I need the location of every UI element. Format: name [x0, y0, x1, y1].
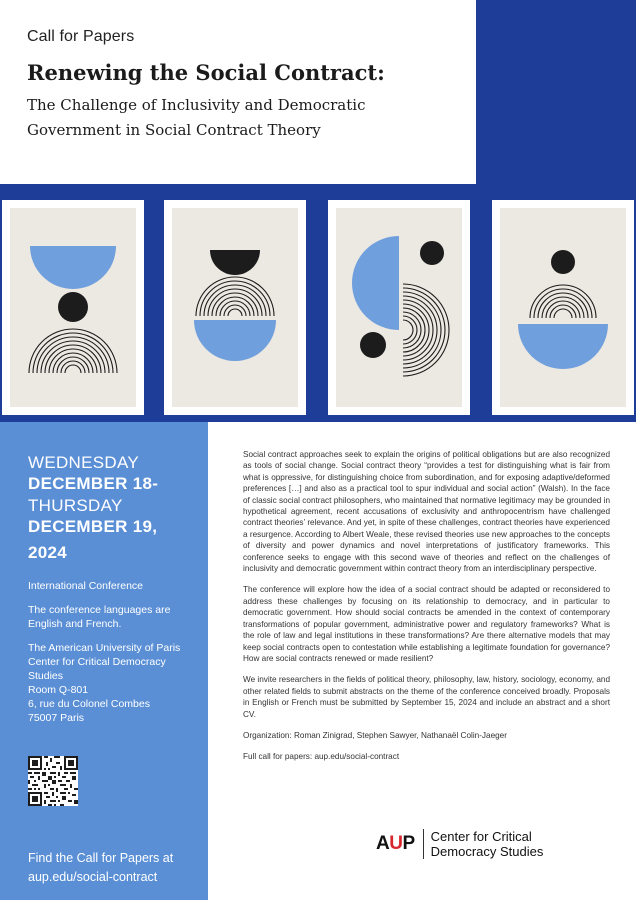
- find-url-link[interactable]: aup.edu/social-contract: [28, 870, 158, 884]
- logo-text-line: Center for Critical: [430, 829, 532, 844]
- art-frame-3: [328, 200, 470, 415]
- venue-line: Studies: [28, 670, 64, 682]
- logo-text-line: Democracy Studies: [430, 844, 544, 859]
- venue-line: The American University of Paris: [28, 642, 181, 654]
- subtitle-line: The Challenge of Inclusivity and Democratic: [27, 96, 366, 114]
- organization-line: Organization: Roman Zinigrad, Stephen Sawyer, Nathanaël Colin-Jaeger: [243, 730, 507, 740]
- venue-line: Center for Critical Democracy: [28, 656, 166, 668]
- logo-text: [431, 829, 544, 859]
- abstract-art-4: [500, 208, 626, 407]
- venue-line: 6, rue du Colonel Combes: [28, 698, 150, 710]
- qr-code[interactable]: [28, 756, 78, 806]
- main-body: [243, 449, 610, 773]
- find-line: Find the Call for Papers at: [28, 851, 174, 865]
- logo-letter: U: [389, 833, 403, 854]
- languages-line: The conference languages are: [28, 604, 171, 616]
- qr-code-icon: [28, 756, 78, 806]
- abstract-art-3: [336, 208, 462, 407]
- languages-line: English and French.: [28, 618, 122, 630]
- body-paragraph-2: The conference will explore how the idea of a social contract should be adapted or reconsidered to address these challenges by focusing on its relationship to democracy, and in particular to democratic government. How should social contracts be amended in the context of contemporary transformations of popular government, administrative power and regulatory frameworks? What is the role of law and legal institutions in these transformations? Are there alternative models that may keep social contracts open to contestation while establishing a legitimate foundation for governance? How are social contracts renewed or made resilient?: [243, 585, 610, 663]
- languages-note: [28, 603, 208, 631]
- date-end: DECEMBER 19,: [28, 517, 158, 536]
- logo-letter: P: [402, 833, 415, 854]
- logo-letter: A: [376, 833, 390, 854]
- abstract-art-2: [172, 208, 298, 407]
- date-day-start: WEDNESDAY: [28, 453, 140, 472]
- art-frame-2: [164, 200, 306, 415]
- eyebrow-text: Call for Papers: [27, 28, 135, 45]
- date-day-end: THURSDAY: [28, 496, 123, 515]
- aup-mark: [376, 833, 415, 855]
- body-paragraph-1: Social contract approaches seek to explain the origins of political obligations but are also recognized as tools of social change. Social contract theory “provides a test for distinguishing what is fair from what is oppressive, for distinguishing choice from subordination, and for exposing adaptive/deformed preferences […] and also as a practical tool to spur individual and social action” (Walsh). In the face of classic social contract philosophers, who maintained that normative legitimacy may be grounded in hypothetical agreement, recent accusations of exclusivity and anthropocentrism have challenged contract theories’ relevance. And yet, in spite of these challenges, contract theories have experienced a resurgence. According to Albert Weale, these revised theories use new approaches to the concepts of diversity and power dynamics and novel interpretations of justificatory frameworks. This conference seeks to engage with this second wave of theories and reflect on the challenges of inclusivity and democratic government within contract theory from an interdisciplinary perspective.: [243, 450, 610, 574]
- page-title: Renewing the Social Contract:: [27, 60, 385, 85]
- aup-logo: [376, 829, 543, 859]
- art-frame-1: [2, 200, 144, 415]
- title-box: [0, 0, 476, 184]
- date-start: DECEMBER 18-: [28, 474, 159, 493]
- art-frame-4: [492, 200, 634, 415]
- full-call-link[interactable]: Full call for papers: aup.edu/social-contract: [243, 752, 400, 762]
- abstract-art-1: [10, 208, 136, 407]
- body-paragraph-3: We invite researchers in the fields of political theory, philosophy, law, history, sociology, economy, and other related fields to submit abstracts on the theme of the conference conceived broadly. Proposals in English or French must be submitted by September 15, 2024 and include an abstract and a short CV.: [243, 675, 610, 719]
- subtitle-line: Government in Social Contract Theory: [27, 121, 321, 139]
- venue-address: [28, 641, 208, 725]
- venue-line: Room Q-801: [28, 684, 89, 696]
- find-call-note: [28, 849, 173, 887]
- venue-line: 75007 Paris: [28, 712, 85, 724]
- date-year: 2024: [28, 543, 68, 562]
- page-subtitle: [27, 93, 476, 143]
- logo-divider: [423, 829, 424, 859]
- event-type: International Conference: [28, 580, 143, 592]
- info-sidebar: [0, 422, 208, 900]
